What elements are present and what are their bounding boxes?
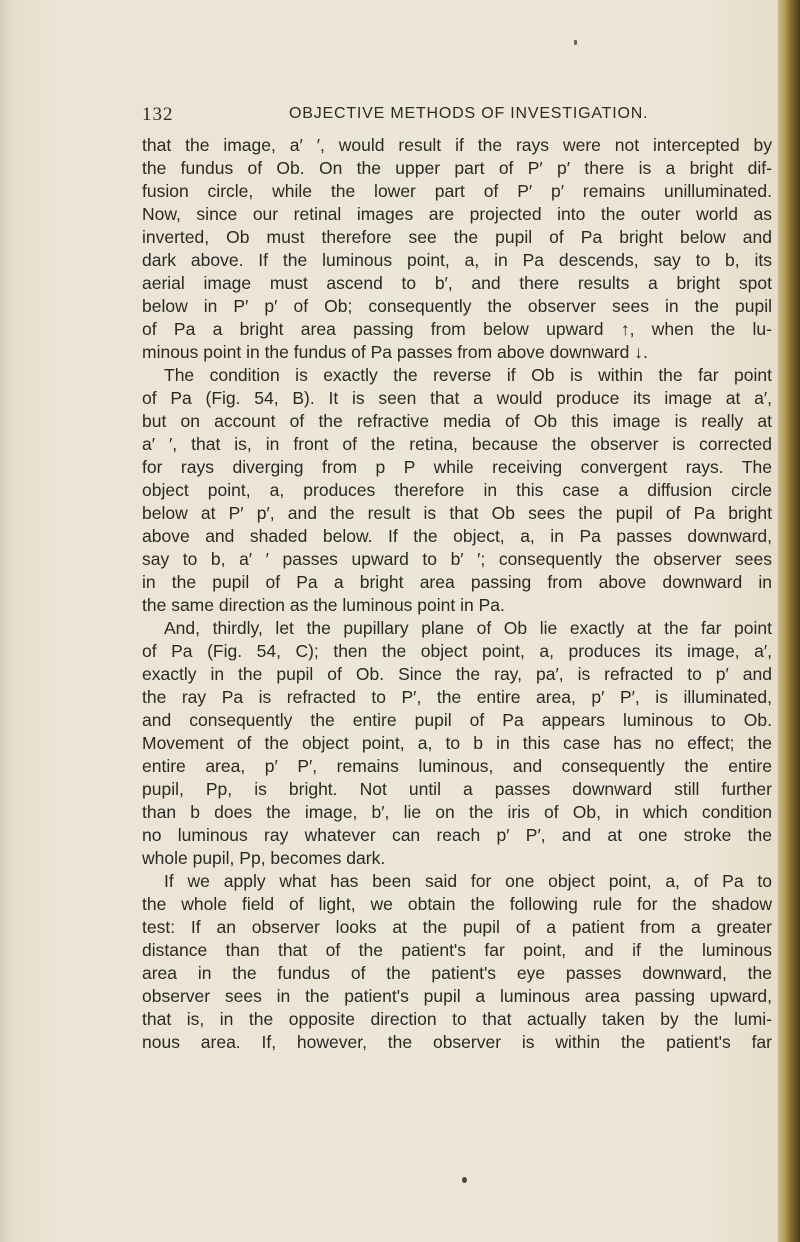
text-line: below at P′ p′, and the result is that Ob sees the pupil of Pa bright [142,503,772,523]
text-line: nous area. If, however, the observer is within the patient's far [142,1032,772,1052]
page-speck [462,1177,467,1183]
text-line: observer sees in the patient's pupil a luminous area passing upward, [142,986,772,1006]
text-line: below in P′ p′ of Ob; consequently the observer sees in the pupil [142,296,772,316]
text-line: And, thirdly, let the pupillary plane of Ob lie exactly at the far point [164,618,772,638]
text-line: the fundus of Ob. On the upper part of P′ p′ there is a bright dif- [142,158,772,178]
text-line: the whole field of light, we obtain the following rule for the shadow [142,894,772,914]
page-number: 132 [142,104,174,125]
text-line: fusion circle, while the lower part of P′ p′ remains unilluminated. [142,181,772,201]
text-line: that is, in the opposite direction to that actually taken by the lumi- [142,1009,772,1029]
text-line: above and shaded below. If the object, a, in Pa passes downward, [142,526,772,546]
text-line: minous point in the fundus of Pa passes from above downward ↓. [142,342,648,362]
text-line: If we apply what has been said for one object point, a, of Pa to [164,871,772,891]
page-header [142,104,762,128]
body-text [142,134,772,1054]
text-line: for rays diverging from p P while receiving convergent rays. The [142,457,772,477]
text-line: than b does the image, b′, lie on the iris of Ob, in which condition [142,802,772,822]
text-line: but on account of the refractive media of Ob this image is really at [142,411,772,431]
text-line: The condition is exactly the reverse if Ob is within the far point [164,365,772,385]
text-line: test: If an observer looks at the pupil of a patient from a greater [142,917,772,937]
text-line: of Pa (Fig. 54, B). It is seen that a would produce its image at a′, [142,388,772,408]
page-right-edge [778,0,800,1242]
text-line: no luminous ray whatever can reach p′ P′, and at one stroke the [142,825,772,845]
text-line: entire area, p′ P′, remains luminous, and consequently the entire [142,756,772,776]
text-line: object point, a, produces therefore in this case a diffusion circle [142,480,772,500]
text-line: say to b, a′ ′ passes upward to b′ ′; consequently the observer sees [142,549,772,569]
text-line: that the image, a′ ′, would result if the rays were not intercepted by [142,135,772,155]
running-head: OBJECTIVE METHODS OF INVESTIGATION. [289,105,649,122]
top-speck [574,40,577,45]
text-line: a′ ′, that is, in front of the retina, because the observer is corrected [142,434,772,454]
text-line: the ray Pa is refracted to P′, the entire area, p′ P′, is illuminated, [142,687,772,707]
text-line: distance than that of the patient's far point, and if the luminous [142,940,772,960]
text-line: pupil, Pp, is bright. Not until a passes downward still further [142,779,772,799]
text-line: Now, since our retinal images are projected into the outer world as [142,204,772,224]
text-line: of Pa a bright area passing from below upward ↑, when the lu- [142,319,772,339]
text-line: of Pa (Fig. 54, C); then the object point, a, produces its image, a′, [142,641,772,661]
text-line: exactly in the pupil of Ob. Since the ray, pa′, is refracted to p′ and [142,664,772,684]
text-line: Movement of the object point, a, to b in this case has no effect; the [142,733,772,753]
page-left-edge [0,0,14,1242]
text-line: dark above. If the luminous point, a, in Pa descends, say to b, its [142,250,772,270]
text-line: the same direction as the luminous point in Pa. [142,595,505,615]
text-line: in the pupil of Pa a bright area passing from above downward in [142,572,772,592]
text-line: area in the fundus of the patient's eye passes downward, the [142,963,772,983]
text-line: whole pupil, Pp, becomes dark. [142,848,386,868]
text-line: and consequently the entire pupil of Pa appears luminous to Ob. [142,710,772,730]
text-line: aerial image must ascend to b′, and there results a bright spot [142,273,772,293]
text-line: inverted, Ob must therefore see the pupil of Pa bright below and [142,227,772,247]
